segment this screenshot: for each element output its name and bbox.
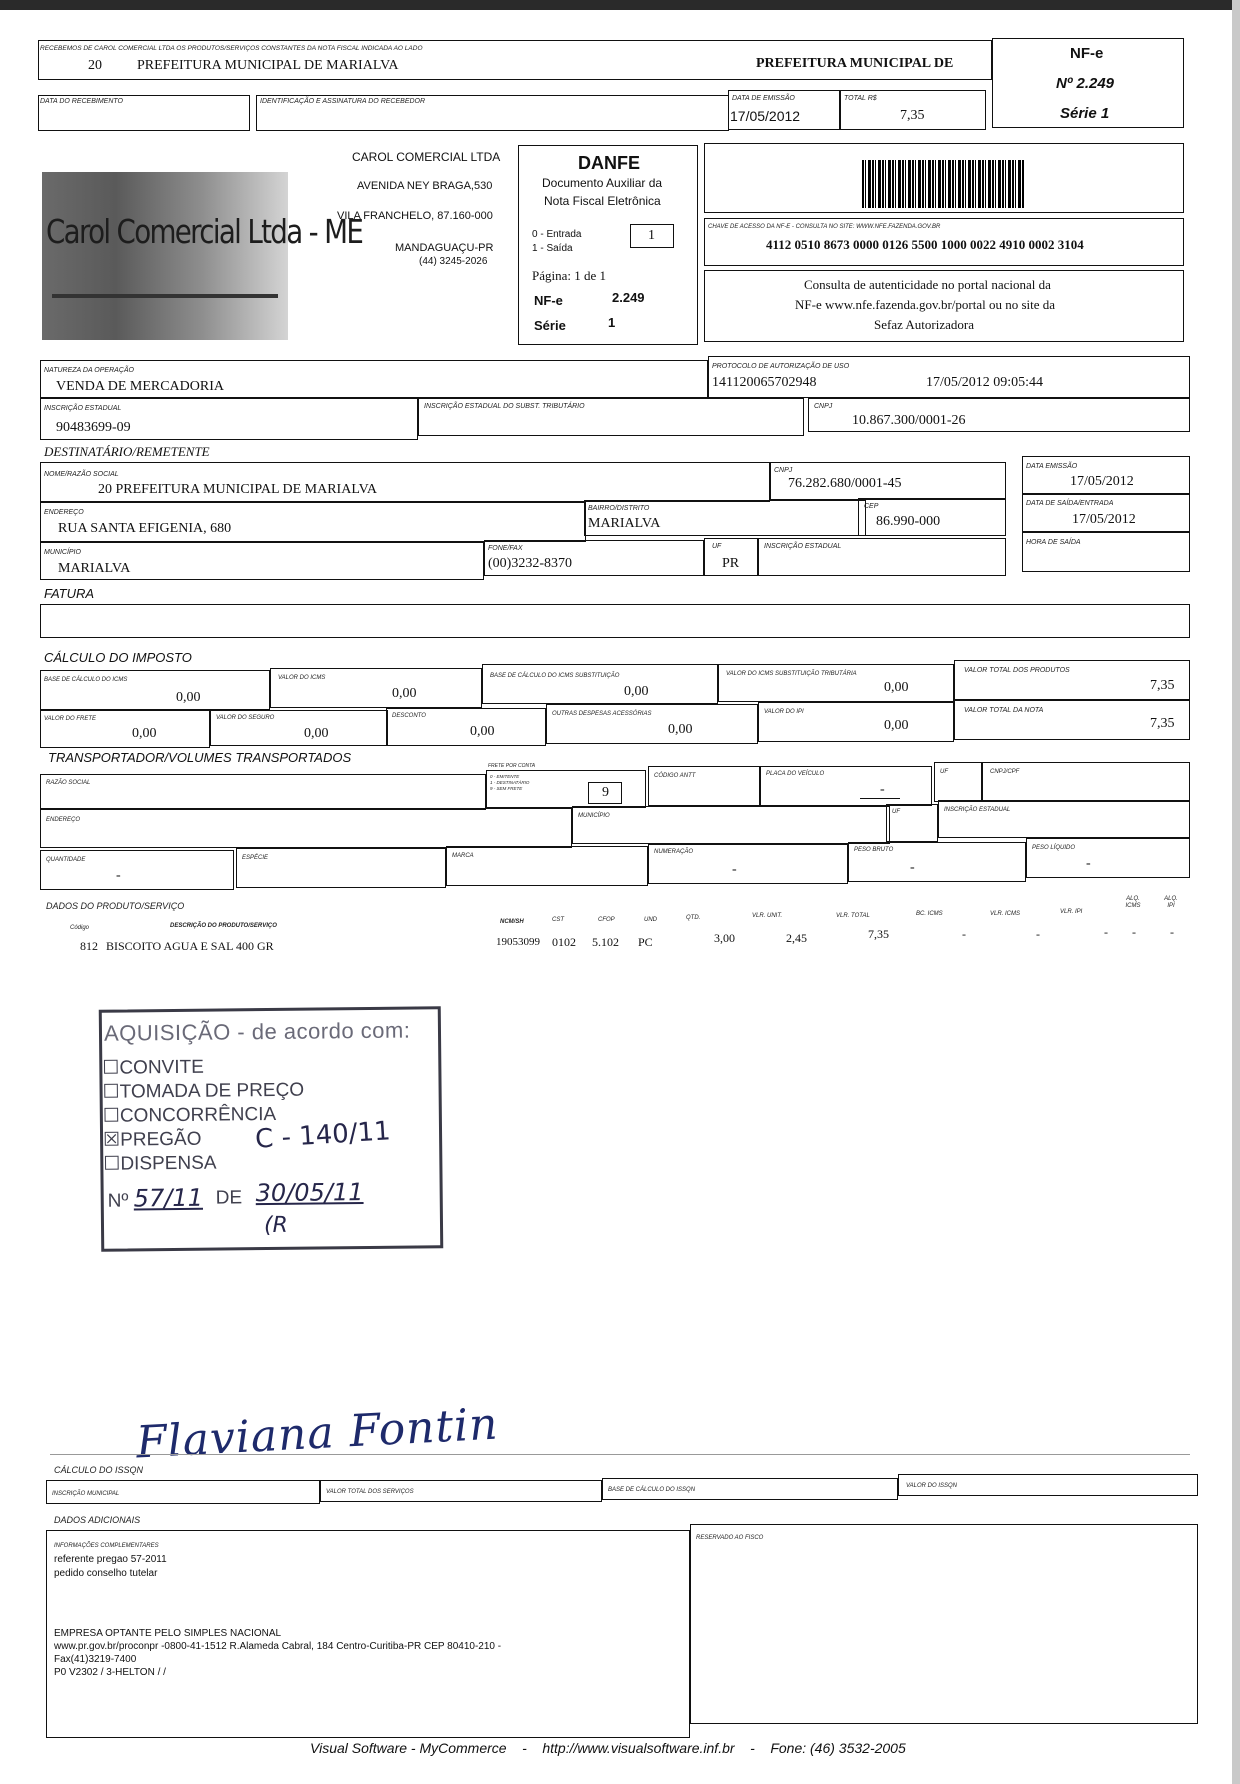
canhoto-destinatario-right: PREFEITURA MUNICIPAL DE [756, 56, 954, 71]
prod-row-bcicms: - [962, 927, 966, 941]
dest-endereco-value: RUA SANTA EFIGENIA, 680 [58, 521, 232, 536]
imposto-section: CÁLCULO DO IMPOSTO [44, 650, 192, 665]
fatura-box [40, 604, 1190, 638]
bc-st-label: BASE DE CÁLCULO DO ICMS SUBSTITUIÇÃO [490, 673, 620, 679]
issqn-section: CÁLCULO DO ISSQN [54, 1465, 144, 1475]
emitente-cnpj-label: CNPJ [814, 403, 833, 410]
ie-value: 90483699-09 [56, 420, 131, 435]
emitente-endereco: AVENIDA NEY BRAGA,530 [357, 180, 493, 192]
transp-numeracao-label: NUMERAÇÃO [654, 849, 694, 855]
info-line-2: pedido conselho tutelar [54, 1568, 158, 1579]
v-st-label: VALOR DO ICMS SUBSTITUIÇÃO TRIBUTÁRIA [726, 671, 857, 677]
transp-especie-label: ESPÉCIE [242, 855, 269, 861]
stamp-title: AQUISIÇÃO - de acordo com: [103, 1017, 411, 1046]
prod-header-qtd: QTD. [686, 915, 701, 921]
prod-header-ncm: NCM/SH [500, 919, 524, 925]
consulta-line2: NF-e www.nfe.fazenda.gov.br/portal ou no site da [795, 297, 1056, 312]
desconto-value: 0,00 [470, 724, 495, 739]
assinatura-recebedor-label: IDENTIFICAÇÃO E ASSINATURA DO RECEBEDOR [260, 98, 426, 105]
prod-header-vtotal: VLR. TOTAL [836, 913, 870, 919]
transp-municipio-box [572, 806, 890, 844]
scan-top-edge [0, 0, 1240, 10]
transp-razao-label: RAZÃO SOCIAL [46, 780, 91, 786]
canhoto-total-label: TOTAL R$ [844, 95, 877, 102]
dest-emissao-label: DATA EMISSÃO [1026, 463, 1078, 470]
canhoto-emissao-value: 17/05/2012 [730, 108, 801, 124]
emitente-nome: CAROL COMERCIAL LTDA [352, 150, 501, 164]
dest-ie-label: INSCRIÇÃO ESTADUAL [764, 543, 842, 550]
transp-qtd-label: QUANTIDADE [46, 857, 86, 863]
stamp-opt-concorrencia: ☐CONCORRÊNCIA [102, 1103, 277, 1127]
transp-placa-label: PLACA DO VEÍCULO [766, 771, 825, 777]
barcode [862, 160, 1024, 208]
signature-line [50, 1454, 1190, 1455]
outras-label: OUTRAS DESPESAS ACESSÓRIAS [552, 711, 652, 717]
issqn-im-label: INSCRIÇÃO MUNICIPAL [52, 1491, 120, 1497]
natureza-value: VENDA DE MERCADORIA [56, 379, 224, 394]
transp-cnpj-label: CNPJ/CPF [990, 769, 1020, 775]
ie-label: INSCRIÇÃO ESTADUAL [44, 405, 122, 412]
protocolo-value: 141120065702948 [712, 375, 817, 390]
prod-row-descricao: BISCOITO AGUA E SAL 400 GR [106, 939, 274, 953]
dest-municipio-value: MARIALVA [58, 561, 131, 576]
danfe-serie-number: 1 [608, 315, 616, 330]
transp-frete-label: FRETE POR CONTA [488, 763, 536, 769]
dest-nome-value: 20 PREFEITURA MUNICIPAL DE MARIALVA [98, 482, 378, 497]
data-recebimento-label: DATA DO RECEBIMENTO [40, 98, 123, 105]
dest-cep-value: 86.990-000 [876, 514, 941, 529]
transp-peso-l-value: - [1086, 856, 1091, 871]
nfe-serie: Série 1 [1060, 105, 1110, 122]
transp-peso-b-value: - [910, 860, 915, 875]
danfe-sub1: Documento Auxiliar da [542, 176, 663, 190]
seguro-value: 0,00 [304, 726, 329, 741]
dest-uf-label: UF [712, 543, 722, 550]
nfe-label: NF-e [1070, 45, 1104, 62]
emitente-cidade: MANDAGUAÇU-PR [395, 242, 494, 254]
prod-header-bcicms: BC. ICMS [916, 911, 943, 917]
prod-header-cst: CST [552, 917, 564, 923]
dest-endereco-label: ENDEREÇO [44, 509, 84, 516]
emitente-fone: (44) 3245-2026 [419, 256, 488, 267]
transp-ie-label: INSCRIÇÃO ESTADUAL [944, 807, 1011, 813]
transp-uf-label: UF [940, 769, 948, 775]
prod-row-ncm: 19053099 [496, 936, 540, 948]
prod-header-cfop: CFOP [598, 917, 615, 923]
v-prod-value: 7,35 [1150, 678, 1175, 693]
desconto-label: DESCONTO [392, 713, 426, 719]
issqn-bc-label: BASE DE CÁLCULO DO ISSQN [608, 1487, 696, 1493]
outras-value: 0,00 [668, 722, 693, 737]
prod-row-vunit: 2,45 [786, 931, 807, 945]
stamp-numero-label: Nº [107, 1190, 129, 1212]
dest-nome-label: NOME/RAZÃO SOCIAL [44, 471, 119, 478]
transp-frete-op1: 0 - EMITENTE [490, 774, 520, 779]
destinatario-section: DESTINATÁRIO/REMETENTE [44, 444, 210, 459]
danfe-tipo-value: 1 [648, 228, 655, 243]
transp-endereco-box [40, 808, 572, 848]
transp-endereco-label: ENDEREÇO [46, 817, 81, 823]
transp-peso-b-label: PESO BRUTO [854, 847, 894, 853]
reservado-fisco-label: RESERVADO AO FISCO [696, 1535, 764, 1541]
bc-st-box [482, 664, 718, 704]
ipi-value: 0,00 [884, 718, 909, 733]
danfe-saida: 1 - Saída [532, 243, 573, 254]
stamp-opt-dispensa: ☐DISPENSA [103, 1152, 217, 1175]
dest-bairro-label: BAIRRO/DISTRITO [588, 505, 650, 512]
dest-fone-value: (00)3232-8370 [488, 556, 572, 571]
info-line-6: www.pr.gov.br/proconpr -0800-41-1512 R.Alameda Cabral, 184 Centro-Curitiba-PR CEP 80410-210 - [54, 1641, 502, 1652]
dest-municipio-label: MUNICÍPIO [44, 549, 81, 556]
dest-cep-label: CEP [864, 503, 879, 510]
issqn-vs-label: VALOR TOTAL DOS SERVIÇOS [326, 1489, 414, 1495]
dest-fone-label: FONE/FAX [488, 545, 523, 552]
prod-header-descricao: DESCRIÇÃO DO PRODUTO/SERVIÇO [170, 923, 277, 929]
chave-acesso-label: CHAVE DE ACESSO DA NF-E - CONSULTA NO SITE: WWW.NFE.FAZENDA.GOV.BR [708, 224, 941, 230]
dest-saida-value: 17/05/2012 [1072, 512, 1136, 527]
prod-row-cfop: 5.102 [592, 935, 619, 949]
stamp-opt-pregao-label: PREGÃO [120, 1128, 202, 1151]
prod-header-und: UND [644, 917, 657, 923]
stamp-opt-convite-label: CONVITE [119, 1056, 204, 1079]
emitente-logo-line [52, 294, 278, 298]
transp-qtd-value: - [116, 868, 121, 883]
ie-st-label: INSCRIÇÃO ESTADUAL DO SUBST. TRIBUTÁRIO [424, 403, 585, 410]
bc-icms-label: BASE DE CÁLCULO DO ICMS [44, 677, 128, 683]
transp-antt-label: CÓDIGO ANTT [654, 773, 696, 779]
stamp-opt-pregao: ☒PREGÃO [102, 1128, 202, 1151]
stamp-opt-tomada: ☐TOMADA DE PREÇO [102, 1079, 305, 1103]
dest-saida-label: DATA DE SAÍDA/ENTRADA [1026, 500, 1114, 507]
dest-bairro-value: MARIALVA [588, 516, 661, 531]
bc-icms-value: 0,00 [176, 690, 201, 705]
transp-marca-label: MARCA [452, 853, 474, 859]
issqn-v-label: VALOR DO ISSQN [906, 1483, 958, 1489]
transp-frete-op3: 9 - SEM FRETE [490, 786, 523, 791]
scan-right-edge [1232, 0, 1240, 1784]
natureza-label: NATUREZA DA OPERAÇÃO [44, 367, 134, 374]
seguro-label: VALOR DO SEGURO [216, 715, 275, 721]
dest-uf-value: PR [722, 556, 740, 571]
info-compl-label: INFORMAÇÕES COMPLEMENTARES [54, 1543, 159, 1549]
dest-emissao-value: 17/05/2012 [1070, 474, 1134, 489]
dest-cnpj-value: 76.282.680/0001-45 [788, 476, 902, 491]
adicionais-section: DADOS ADICIONAIS [54, 1515, 141, 1525]
prod-header-codigo: Código [70, 925, 90, 931]
transp-numeracao-value: - [732, 862, 737, 877]
danfe-pagina: Página: 1 de 1 [532, 268, 607, 283]
prod-header-alqicms: ALQ. ICMS [1125, 896, 1141, 909]
danfe-nfe-number: 2.249 [612, 290, 645, 305]
prod-row-vtotal: 7,35 [868, 927, 889, 941]
v-prod-label: VALOR TOTAL DOS PRODUTOS [964, 667, 1070, 674]
v-icms-label: VALOR DO ICMS [278, 675, 326, 681]
transp-frete-op2: 1 - DESTINATÁRIO [490, 780, 530, 785]
stamp-handwritten-ref: C - 140/11 [254, 1116, 392, 1155]
v-st-value: 0,00 [884, 680, 909, 695]
emitente-bairro: VILA FRANCHELO, 87.160-000 [337, 210, 493, 222]
emitente-logo [42, 172, 363, 340]
canhoto-destinatario: PREFEITURA MUNICIPAL DE MARIALVA [137, 58, 399, 73]
prod-row-codigo: 812 [80, 939, 98, 953]
info-line-8: P0 V2302 / 3-HELTON / / [54, 1667, 166, 1678]
danfe-entrada: 0 - Entrada [532, 229, 582, 240]
emitente-cnpj-value: 10.867.300/0001-26 [852, 413, 966, 428]
canhoto-emissao-label: DATA DE EMISSÃO [732, 95, 795, 102]
chave-acesso-value: 4112 0510 8673 0000 0126 5500 1000 0022 4910 0002 3104 [766, 237, 1084, 252]
transp-marca-box [446, 846, 648, 886]
prod-header-vicms: VLR. ICMS [990, 911, 1021, 917]
footer: Visual Software - MyCommerce - http://www.visualsoftware.inf.br - Fone: (46) 3532-2005 [310, 1740, 906, 1756]
prod-row-cst: 0102 [552, 935, 576, 949]
stamp-opt-dispensa-label: DISPENSA [120, 1152, 217, 1175]
danfe-serie-label: Série [534, 318, 566, 333]
prod-row-qtd: 3,00 [714, 931, 735, 945]
reservado-fisco-box [690, 1524, 1198, 1724]
danfe-nfe-label: NF-e [534, 293, 563, 308]
canhoto-cod: 20 [88, 58, 102, 73]
prod-row-vicms: - [1036, 927, 1040, 941]
ipi-label: VALOR DO IPI [764, 709, 804, 715]
transp-uf2-label: UF [892, 809, 900, 815]
dest-cnpj-label: CNPJ [774, 467, 793, 474]
dest-hora-label: HORA DE SAÍDA [1026, 539, 1081, 546]
stamp-rubrica: (R [263, 1212, 289, 1239]
consulta-line3: Sefaz Autorizadora [874, 317, 974, 332]
consulta-line1: Consulta de autenticidade no portal nacional da [804, 277, 1051, 292]
stamp-data: 30/05/11 [255, 1178, 364, 1208]
transp-razao-box [40, 774, 486, 810]
transp-placa-value: - [880, 782, 885, 797]
canhoto-recebemos-label: RECEBEMOS DE CAROL COMERCIAL LTDA OS PRODUTOS/SERVIÇOS CONSTANTES DA NOTA FISCAL INDICADA AO LADO [40, 45, 423, 52]
canhoto-total-value: 7,35 [900, 108, 925, 123]
stamp-numero: 57/11 [133, 1183, 204, 1213]
info-line-1: referente pregao 57-2011 [54, 1554, 167, 1565]
transp-municipio-label: MUNICÍPIO [578, 813, 610, 819]
prod-header-alqipi: ALQ. IPI [1164, 896, 1178, 909]
danfe-title: DANFE [578, 153, 640, 173]
transp-frete-value: 9 [602, 785, 609, 800]
info-line-5: EMPRESA OPTANTE PELO SIMPLES NACIONAL [54, 1628, 282, 1639]
stamp-de-label: DE [215, 1187, 243, 1209]
protocolo-data: 17/05/2012 09:05:44 [926, 375, 1044, 390]
transporte-section: TRANSPORTADOR/VOLUMES TRANSPORTADOS [48, 750, 352, 765]
stamp-opt-tomada-label: TOMADA DE PREÇO [119, 1079, 305, 1103]
signature: Flaviana Fontin [134, 1398, 500, 1469]
prod-row-alqipi: - [1170, 925, 1174, 939]
prod-header-vunit: VLR. UNIT. [752, 913, 783, 919]
nfe-number: Nº 2.249 [1056, 75, 1115, 92]
transp-peso-l-label: PESO LÍQUIDO [1032, 845, 1076, 851]
aquisicao-stamp [99, 1006, 444, 1252]
prod-row-und: PC [638, 935, 653, 949]
stamp-opt-convite: ☐CONVITE [102, 1056, 204, 1079]
protocolo-label: PROTOCOLO DE AUTORIZAÇÃO DE USO [712, 363, 850, 370]
stamp-opt-concorrencia-label: CONCORRÊNCIA [119, 1103, 277, 1127]
fatura-section: FATURA [44, 586, 95, 601]
prod-header-vipi: VLR. IPI [1060, 909, 1083, 915]
prod-row-vipi: - [1104, 925, 1108, 939]
produtos-section: DADOS DO PRODUTO/SERVIÇO [46, 901, 185, 911]
v-icms-value: 0,00 [392, 686, 417, 701]
frete-label: VALOR DO FRETE [44, 716, 97, 722]
v-total-value: 7,35 [1150, 716, 1175, 731]
emitente-logo-text: Carol Comercial Ltda - ME [46, 212, 363, 251]
v-total-label: VALOR TOTAL DA NOTA [964, 707, 1044, 714]
danfe-sub2: Nota Fiscal Eletrônica [544, 194, 661, 208]
frete-value: 0,00 [132, 726, 157, 741]
info-line-7: Fax(41)3219-7400 [54, 1654, 137, 1665]
transp-placa-line [860, 798, 900, 799]
bc-st-value: 0,00 [624, 684, 649, 699]
prod-row-alqicms: - [1132, 925, 1136, 939]
